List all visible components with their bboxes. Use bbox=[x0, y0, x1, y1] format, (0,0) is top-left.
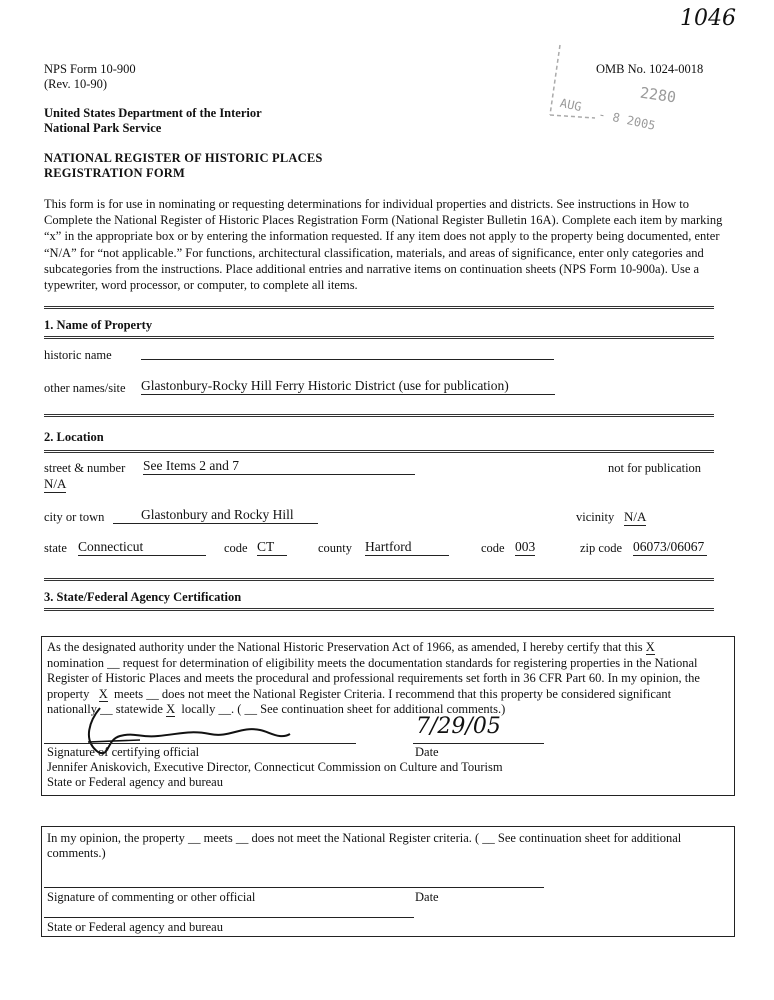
cert-mark-statewide[interactable]: X bbox=[166, 702, 176, 716]
historic-name-label: historic name bbox=[44, 348, 112, 362]
divider bbox=[44, 608, 714, 611]
state-code-label: code bbox=[224, 541, 248, 555]
comment-agency-line[interactable] bbox=[44, 917, 414, 918]
county-code-field[interactable] bbox=[515, 539, 535, 556]
comment-agency-label: State or Federal agency and bureau bbox=[47, 920, 223, 934]
zip-code-field[interactable] bbox=[633, 539, 707, 556]
form-title-line1: NATIONAL REGISTER OF HISTORIC PLACES bbox=[44, 151, 323, 165]
stamp-month: AUG bbox=[558, 95, 583, 115]
cert-line-3: Register of Historic Places and meets the procedural and professional requirements set forth in 36 CFR Part 60. In my opinion, the bbox=[47, 671, 700, 685]
state-label: state bbox=[44, 541, 67, 555]
comment-date-label: Date bbox=[415, 890, 439, 904]
cert-mark-nomination[interactable]: X bbox=[645, 640, 655, 654]
section3-heading: 3. State/Federal Agency Certification bbox=[44, 590, 242, 604]
form-title-line2: REGISTRATION FORM bbox=[44, 166, 186, 180]
other-names-value: Glastonbury-Rocky Hill Ferry Historic District (use for publication) bbox=[141, 378, 509, 393]
intro-paragraph: This form is for use in nominating or requesting determinations for individual properties and districts. See instructions in How to Complete the National Register of Historic Places Registration Form (National Register Bulletin 16A). Complete each item by marking “x” in the appropriate box or by entering the information requested. If any item does not apply to the property being documented, enter “N/A” for “not applicable.” For functions, architectural classification, materials, and areas of significance, enter only categories and subcategories from the instructions. Place additional entries and narrative items on continuation sheets (NPS Form 10-900a). Use a typewriter, word processor, or computer, to complete all items. bbox=[44, 197, 723, 293]
not-for-publication-value[interactable]: N/A bbox=[44, 476, 67, 491]
other-names-label: other names/site bbox=[44, 381, 126, 395]
city-field[interactable] bbox=[113, 507, 318, 524]
county-code-value: 003 bbox=[515, 539, 536, 554]
street-number-value: See Items 2 and 7 bbox=[143, 458, 239, 473]
street-number-label: street & number bbox=[44, 461, 126, 475]
county-field[interactable] bbox=[365, 539, 449, 556]
street-number-field[interactable] bbox=[143, 458, 415, 475]
form-number: NPS Form 10-900 bbox=[44, 62, 136, 76]
official-name: Jennifer Aniskovich, Executive Director, Connecticut Commission on Culture and Tourism bbox=[47, 760, 503, 774]
city-label: city or town bbox=[44, 510, 105, 524]
vicinity-value[interactable]: N/A bbox=[624, 509, 647, 524]
section1-heading: 1. Name of Property bbox=[44, 318, 153, 332]
county-code-label: code bbox=[481, 541, 505, 555]
vicinity-label: vicinity bbox=[576, 510, 615, 524]
signature-label: Signature of certifying official bbox=[47, 745, 200, 759]
section2-heading: 2. Location bbox=[44, 430, 104, 444]
cert-line-2: nomination __ request for determination of eligibility meets the documentation standards for registering properties in the National bbox=[47, 655, 698, 670]
stamp-day: - 8 2005 bbox=[597, 107, 657, 133]
agency-label: State or Federal agency and bureau bbox=[47, 775, 223, 789]
comment-signature-line[interactable] bbox=[44, 887, 544, 888]
date-label: Date bbox=[415, 745, 439, 759]
cert-line-1: As the designated authority under the National Historic Preservation Act of 1966, as amended, I hereby certify that this X bbox=[47, 640, 655, 654]
date-line[interactable] bbox=[413, 743, 544, 744]
zip-code-label: zip code bbox=[580, 541, 622, 555]
city-value: Glastonbury and Rocky Hill bbox=[141, 507, 294, 522]
historic-name-field[interactable] bbox=[141, 359, 554, 360]
department-name: United States Department of the Interior bbox=[44, 106, 262, 120]
divider bbox=[44, 450, 714, 453]
opinion-line-2: comments.) bbox=[47, 846, 106, 860]
state-code-value: CT bbox=[257, 539, 275, 554]
handwritten-page-number: 1046 bbox=[680, 6, 736, 31]
cert-line-5: nationally __ statewide X locally __. ( __ See continuation sheet for additional comments.) bbox=[47, 702, 506, 716]
divider bbox=[44, 336, 714, 339]
divider bbox=[44, 306, 714, 309]
other-names-field[interactable] bbox=[141, 378, 555, 395]
certification-date-value: 7/29/05 bbox=[416, 714, 501, 739]
state-code-field[interactable] bbox=[257, 539, 287, 556]
comment-signature-label: Signature of commenting or other official bbox=[47, 890, 256, 904]
stamp-number: 2280 bbox=[638, 83, 678, 107]
cert-line-4: property X meets __ does not meet the National Register Criteria. I recommend that this property be considered significant bbox=[47, 686, 672, 701]
county-label: county bbox=[318, 541, 353, 555]
opinion-line-1: In my opinion, the property __ meets __ does not meet the National Register criteria. ( __ See continuation sheet for additional bbox=[47, 831, 682, 845]
cert-mark-meets[interactable]: X bbox=[98, 686, 108, 701]
not-for-publication-label: not for publication bbox=[608, 461, 702, 475]
county-value: Hartford bbox=[365, 539, 412, 554]
zip-code-value: 06073/06067 bbox=[633, 539, 705, 554]
divider bbox=[44, 578, 714, 581]
signature-line[interactable] bbox=[44, 743, 356, 744]
form-revision: (Rev. 10-90) bbox=[44, 77, 108, 91]
omb-number: OMB No. 1024-0018 bbox=[596, 62, 704, 76]
service-name: National Park Service bbox=[44, 121, 162, 135]
state-value: Connecticut bbox=[78, 539, 144, 554]
divider bbox=[44, 414, 714, 417]
state-field[interactable] bbox=[78, 539, 206, 556]
